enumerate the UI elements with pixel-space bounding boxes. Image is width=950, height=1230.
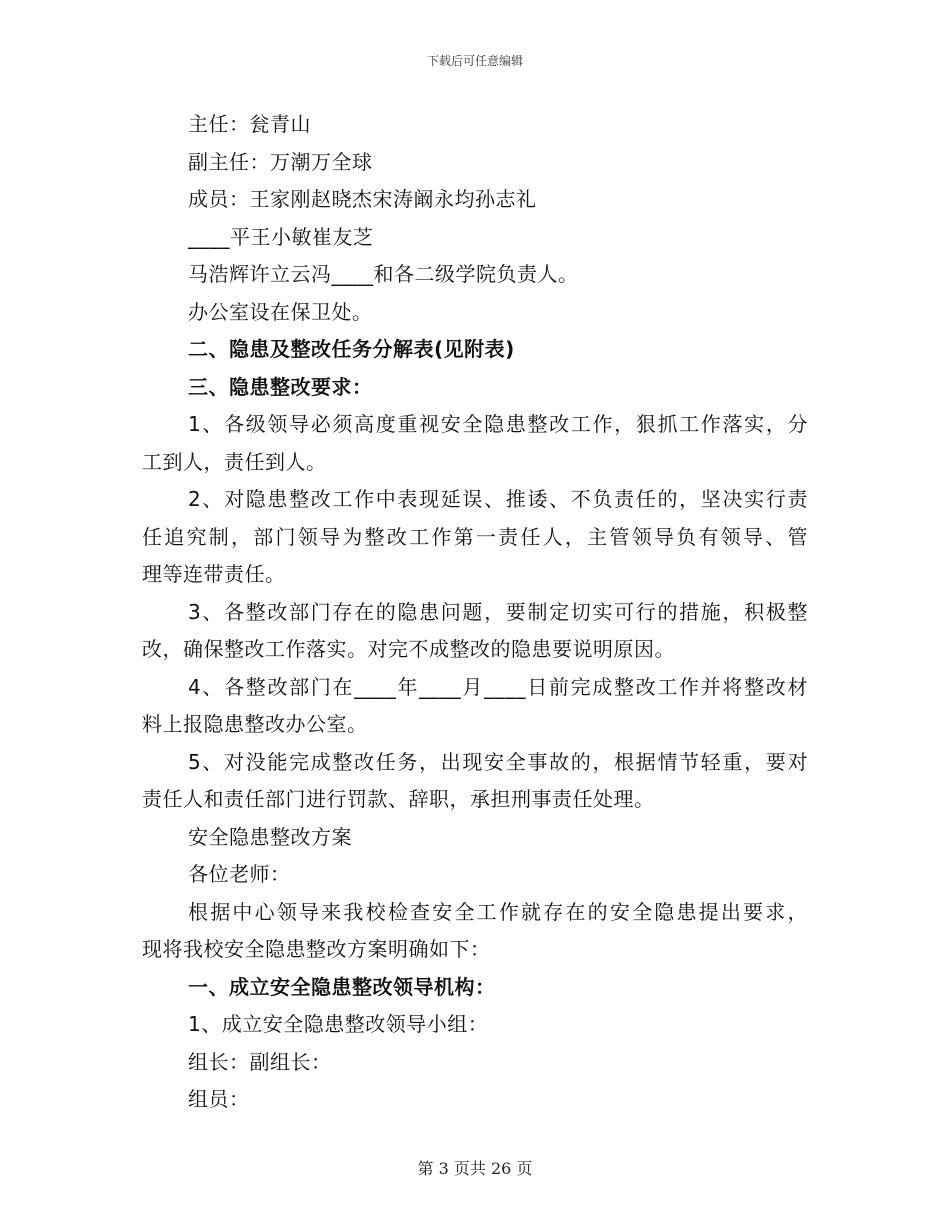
page-footer: 第 3 页共 26 页 bbox=[417, 1159, 533, 1178]
paragraph-line: 组长：副组长： bbox=[188, 1049, 332, 1074]
paragraph-line: 3、各整改部门存在的隐患问题，要制定切实可行的措施，积极整 bbox=[188, 599, 808, 624]
document-body bbox=[142, 106, 808, 1119]
paragraph-line: 副主任：万潮万全球 bbox=[188, 149, 373, 174]
paragraph-line: 责任人和责任部门进行罚款、辞职，承担刑事责任处理。 bbox=[142, 787, 655, 811]
paragraph-line: 理等连带责任。 bbox=[142, 562, 286, 586]
paragraph-line: 根据中心领导来我校检查安全工作就存在的安全隐患提出要求， bbox=[188, 899, 808, 924]
paragraph-line: 4、各整改部门在____年____月____日前完成整改工作并将整改材 bbox=[188, 674, 808, 699]
section-heading: 一、成立安全隐患整改领导机构： bbox=[188, 974, 496, 999]
paragraph-line: 主任：瓮青山 bbox=[188, 112, 311, 136]
paragraph-line: 1、各级领导必须高度重视安全隐患整改工作，狠抓工作落实，分 bbox=[188, 412, 808, 436]
paragraph-line: 任追究制，部门领导为整改工作第一责任人，主管领导负有领导、管 bbox=[142, 524, 808, 549]
paragraph-line: 料上报隐患整改办公室。 bbox=[142, 712, 368, 736]
paragraph-line: 组员： bbox=[188, 1087, 250, 1111]
paragraph-line: 改，确保整改工作落实。对完不成整改的隐患要说明原因。 bbox=[142, 637, 675, 661]
paragraph-line: 安全隐患整改方案 bbox=[188, 824, 352, 849]
paragraph-line: 办公室设在保卫处。 bbox=[188, 299, 373, 324]
paragraph-line: 2、对隐患整改工作中表现延误、推诿、不负责任的，坚决实行责 bbox=[188, 487, 808, 511]
section-heading: 三、隐患整改要求： bbox=[188, 374, 373, 399]
paragraph-line: 1、成立安全隐患整改领导小组： bbox=[188, 1012, 489, 1036]
paragraph-line: 各位老师： bbox=[188, 862, 291, 886]
paragraph-line: 现将我校安全隐患整改方案明确如下： bbox=[142, 937, 491, 961]
paragraph-line: 5、对没能完成整改任务，出现安全事故的，根据情节轻重，要对 bbox=[188, 749, 808, 774]
page-header: 下载后可任意编辑 bbox=[426, 54, 523, 68]
paragraph-line: 马浩辉许立云冯____和各二级学院负责人。 bbox=[188, 262, 579, 286]
paragraph-line: ____平王小敏崔友芝 bbox=[188, 224, 374, 249]
paragraph-line: 工到人，责任到人。 bbox=[142, 449, 327, 474]
paragraph-line: 成员：王家刚赵晓杰宋涛阚永均孙志礼 bbox=[188, 187, 537, 211]
section-heading: 二、隐患及整改任务分解表(见附表) bbox=[188, 337, 515, 361]
